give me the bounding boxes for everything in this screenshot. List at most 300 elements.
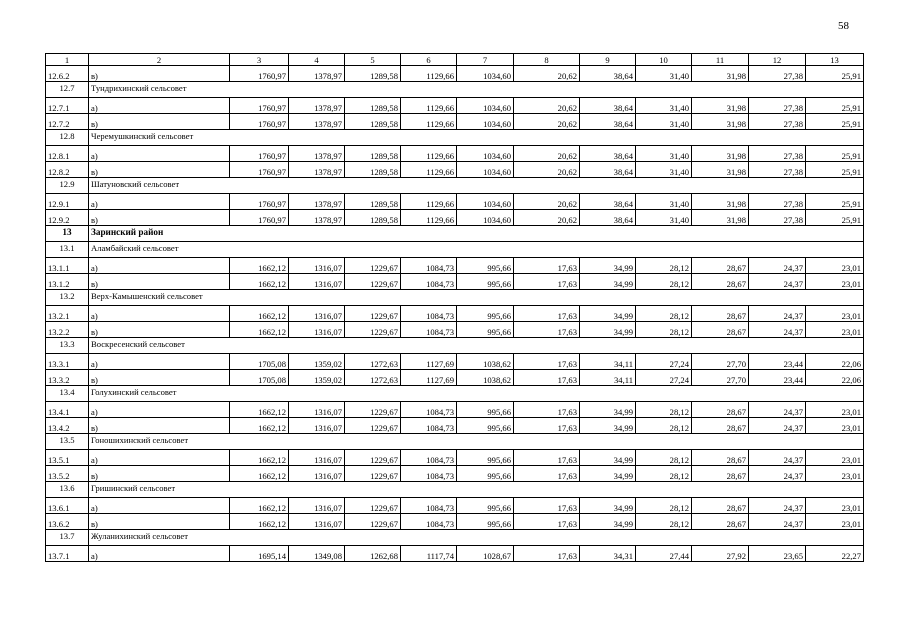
cell-col-11: 31,98	[692, 194, 749, 210]
cell-col-5: 1289,58	[345, 194, 401, 210]
cell-col-3: 1705,08	[230, 354, 289, 370]
row-number: 13.3.2	[46, 370, 89, 386]
cell-col-8: 17,63	[514, 258, 580, 274]
cell-col-8: 17,63	[514, 466, 580, 482]
cell-col-6: 1117,74	[401, 546, 457, 562]
cell-col-6: 1129,66	[401, 146, 457, 162]
row-label: а)	[89, 498, 230, 514]
cell-col-11: 28,67	[692, 466, 749, 482]
column-number-row	[46, 54, 864, 66]
row-label: а)	[89, 402, 230, 418]
cell-col-3: 1760,97	[230, 210, 289, 226]
cell-col-8: 20,62	[514, 146, 580, 162]
cell-col-6: 1084,73	[401, 322, 457, 338]
cell-col-10: 31,40	[636, 66, 692, 82]
cell-col-4: 1316,07	[289, 466, 345, 482]
cell-col-11: 28,67	[692, 402, 749, 418]
cell-col-6: 1084,73	[401, 258, 457, 274]
cell-col-5: 1272,63	[345, 354, 401, 370]
cell-col-6: 1129,66	[401, 66, 457, 82]
cell-col-13: 22,06	[806, 354, 864, 370]
row-number: 13.1.1	[46, 258, 89, 274]
cell-col-4: 1316,07	[289, 402, 345, 418]
cell-col-5: 1289,58	[345, 146, 401, 162]
cell-col-12: 27,38	[749, 162, 806, 178]
cell-col-5: 1289,58	[345, 114, 401, 130]
cell-col-5: 1229,67	[345, 498, 401, 514]
row-number: 12.8.2	[46, 162, 89, 178]
cell-col-3: 1760,97	[230, 162, 289, 178]
row-number: 13.2.2	[46, 322, 89, 338]
row-label: в)	[89, 514, 230, 530]
cell-col-11: 28,67	[692, 514, 749, 530]
cell-col-3: 1662,12	[230, 466, 289, 482]
cell-col-8: 17,63	[514, 450, 580, 466]
cell-col-12: 24,37	[749, 450, 806, 466]
cell-col-7: 995,66	[457, 258, 514, 274]
cell-col-8: 17,63	[514, 274, 580, 290]
cell-col-3: 1662,12	[230, 402, 289, 418]
cell-col-3: 1760,97	[230, 146, 289, 162]
column-header-3: 3	[230, 54, 289, 66]
cell-col-13: 23,01	[806, 514, 864, 530]
cell-col-9: 34,99	[580, 450, 636, 466]
table-row	[46, 466, 864, 482]
cell-col-5: 1229,67	[345, 402, 401, 418]
cell-col-8: 17,63	[514, 418, 580, 434]
cell-col-8: 17,63	[514, 402, 580, 418]
section-title: Воскресенский сельсовет	[89, 338, 864, 354]
row-number: 13.4.1	[46, 402, 89, 418]
cell-col-5: 1289,58	[345, 66, 401, 82]
cell-col-6: 1084,73	[401, 466, 457, 482]
cell-col-3: 1760,97	[230, 194, 289, 210]
cell-col-6: 1084,73	[401, 306, 457, 322]
table-row	[46, 306, 864, 322]
row-number: 13.4.2	[46, 418, 89, 434]
cell-col-12: 24,37	[749, 514, 806, 530]
section-row	[46, 530, 864, 546]
cell-col-11: 31,98	[692, 210, 749, 226]
cell-col-4: 1316,07	[289, 258, 345, 274]
cell-col-11: 31,98	[692, 98, 749, 114]
cell-col-9: 34,11	[580, 370, 636, 386]
cell-col-11: 31,98	[692, 66, 749, 82]
cell-col-6: 1129,66	[401, 194, 457, 210]
row-label: в)	[89, 114, 230, 130]
cell-col-6: 1084,73	[401, 450, 457, 466]
cell-col-11: 28,67	[692, 450, 749, 466]
table-row	[46, 258, 864, 274]
cell-col-8: 17,63	[514, 306, 580, 322]
cell-col-9: 38,64	[580, 146, 636, 162]
row-label: в)	[89, 274, 230, 290]
cell-col-13: 23,01	[806, 306, 864, 322]
cell-col-9: 34,99	[580, 466, 636, 482]
cell-col-13: 23,01	[806, 466, 864, 482]
cell-col-12: 27,38	[749, 194, 806, 210]
cell-col-9: 38,64	[580, 66, 636, 82]
row-number: 13.2	[46, 290, 89, 306]
row-label: в)	[89, 162, 230, 178]
table-row	[46, 210, 864, 226]
cell-col-10: 31,40	[636, 194, 692, 210]
row-number: 13.6	[46, 482, 89, 498]
section-title: Заринский район	[89, 226, 864, 242]
section-title: Гришинский сельсовет	[89, 482, 864, 498]
section-row	[46, 178, 864, 194]
row-number: 12.7.1	[46, 98, 89, 114]
cell-col-9: 38,64	[580, 114, 636, 130]
cell-col-5: 1289,58	[345, 98, 401, 114]
cell-col-4: 1316,07	[289, 306, 345, 322]
row-number: 12.9	[46, 178, 89, 194]
cell-col-12: 24,37	[749, 418, 806, 434]
cell-col-10: 28,12	[636, 322, 692, 338]
cell-col-11: 28,67	[692, 306, 749, 322]
cell-col-10: 27,24	[636, 354, 692, 370]
cell-col-10: 28,12	[636, 274, 692, 290]
cell-col-4: 1316,07	[289, 450, 345, 466]
cell-col-10: 27,24	[636, 370, 692, 386]
cell-col-12: 23,44	[749, 354, 806, 370]
cell-col-5: 1289,58	[345, 162, 401, 178]
cell-col-5: 1229,67	[345, 258, 401, 274]
row-label: а)	[89, 546, 230, 562]
row-label: а)	[89, 194, 230, 210]
column-header-9: 9	[580, 54, 636, 66]
cell-col-12: 24,37	[749, 466, 806, 482]
table-row	[46, 194, 864, 210]
cell-col-3: 1760,97	[230, 66, 289, 82]
cell-col-13: 23,01	[806, 402, 864, 418]
table-body	[46, 66, 864, 562]
column-header-6: 6	[401, 54, 457, 66]
cell-col-13: 22,27	[806, 546, 864, 562]
cell-col-13: 23,01	[806, 322, 864, 338]
cell-col-7: 995,66	[457, 402, 514, 418]
cell-col-4: 1378,97	[289, 98, 345, 114]
section-row	[46, 482, 864, 498]
cell-col-6: 1084,73	[401, 274, 457, 290]
column-header-11: 11	[692, 54, 749, 66]
row-label: а)	[89, 258, 230, 274]
cell-col-8: 20,62	[514, 162, 580, 178]
row-label: в)	[89, 466, 230, 482]
cell-col-4: 1316,07	[289, 498, 345, 514]
cell-col-6: 1084,73	[401, 418, 457, 434]
table-row	[46, 370, 864, 386]
cell-col-8: 20,62	[514, 210, 580, 226]
cell-col-9: 34,99	[580, 274, 636, 290]
cell-col-7: 1034,60	[457, 194, 514, 210]
cell-col-6: 1084,73	[401, 402, 457, 418]
cell-col-7: 1034,60	[457, 114, 514, 130]
row-label: а)	[89, 98, 230, 114]
column-header-1: 1	[46, 54, 89, 66]
cell-col-3: 1662,12	[230, 258, 289, 274]
cell-col-10: 27,44	[636, 546, 692, 562]
cell-col-12: 24,37	[749, 306, 806, 322]
cell-col-5: 1229,67	[345, 450, 401, 466]
cell-col-7: 995,66	[457, 514, 514, 530]
cell-col-3: 1760,97	[230, 98, 289, 114]
cell-col-4: 1378,97	[289, 210, 345, 226]
cell-col-3: 1662,12	[230, 322, 289, 338]
cell-col-9: 38,64	[580, 210, 636, 226]
cell-col-5: 1272,63	[345, 370, 401, 386]
column-header-13: 13	[806, 54, 864, 66]
cell-col-11: 31,98	[692, 162, 749, 178]
row-label: в)	[89, 66, 230, 82]
cell-col-4: 1378,97	[289, 114, 345, 130]
row-number: 12.6.2	[46, 66, 89, 82]
table-row	[46, 546, 864, 562]
section-row	[46, 82, 864, 98]
cell-col-9: 34,99	[580, 258, 636, 274]
section-row	[46, 242, 864, 258]
cell-col-13: 25,91	[806, 162, 864, 178]
cell-col-11: 27,70	[692, 370, 749, 386]
cell-col-10: 28,12	[636, 498, 692, 514]
cell-col-9: 34,99	[580, 514, 636, 530]
cell-col-7: 1038,62	[457, 354, 514, 370]
cell-col-7: 1034,60	[457, 66, 514, 82]
table-row	[46, 66, 864, 82]
cell-col-12: 27,38	[749, 66, 806, 82]
table-row	[46, 402, 864, 418]
cell-col-10: 31,40	[636, 146, 692, 162]
row-number: 12.9.2	[46, 210, 89, 226]
cell-col-7: 995,66	[457, 466, 514, 482]
cell-col-12: 24,37	[749, 274, 806, 290]
cell-col-12: 24,37	[749, 402, 806, 418]
section-title: Верх-Камышенский сельсовет	[89, 290, 864, 306]
cell-col-3: 1662,12	[230, 450, 289, 466]
row-number: 13.7	[46, 530, 89, 546]
cell-col-5: 1229,67	[345, 514, 401, 530]
cell-col-6: 1129,66	[401, 162, 457, 178]
column-header-10: 10	[636, 54, 692, 66]
row-number: 12.7.2	[46, 114, 89, 130]
cell-col-3: 1662,12	[230, 418, 289, 434]
column-header-12: 12	[749, 54, 806, 66]
cell-col-6: 1129,66	[401, 210, 457, 226]
cell-col-6: 1084,73	[401, 498, 457, 514]
row-number: 13.6.1	[46, 498, 89, 514]
cell-col-11: 27,92	[692, 546, 749, 562]
cell-col-5: 1229,67	[345, 306, 401, 322]
cell-col-9: 38,64	[580, 194, 636, 210]
cell-col-13: 25,91	[806, 114, 864, 130]
cell-col-13: 23,01	[806, 418, 864, 434]
cell-col-10: 31,40	[636, 114, 692, 130]
cell-col-5: 1289,58	[345, 210, 401, 226]
table-row	[46, 114, 864, 130]
cell-col-8: 17,63	[514, 322, 580, 338]
column-header-5: 5	[345, 54, 401, 66]
cell-col-8: 20,62	[514, 194, 580, 210]
column-header-4: 4	[289, 54, 345, 66]
cell-col-3: 1695,14	[230, 546, 289, 562]
table-row	[46, 146, 864, 162]
cell-col-12: 27,38	[749, 114, 806, 130]
cell-col-7: 1034,60	[457, 210, 514, 226]
cell-col-13: 23,01	[806, 450, 864, 466]
row-number: 13	[46, 226, 89, 242]
column-header-8: 8	[514, 54, 580, 66]
row-label: а)	[89, 146, 230, 162]
cell-col-11: 28,67	[692, 322, 749, 338]
cell-col-8: 20,62	[514, 98, 580, 114]
cell-col-12: 24,37	[749, 498, 806, 514]
cell-col-7: 995,66	[457, 498, 514, 514]
cell-col-4: 1316,07	[289, 322, 345, 338]
cell-col-5: 1229,67	[345, 322, 401, 338]
cell-col-9: 34,99	[580, 418, 636, 434]
table-row	[46, 354, 864, 370]
section-row	[46, 290, 864, 306]
table-row	[46, 322, 864, 338]
row-number: 12.8.1	[46, 146, 89, 162]
cell-col-10: 28,12	[636, 514, 692, 530]
cell-col-10: 31,40	[636, 162, 692, 178]
cell-col-3: 1662,12	[230, 514, 289, 530]
section-title: Черемушкинский сельсовет	[89, 130, 864, 146]
cell-col-13: 25,91	[806, 210, 864, 226]
cell-col-4: 1316,07	[289, 418, 345, 434]
cell-col-12: 27,38	[749, 146, 806, 162]
cell-col-13: 23,01	[806, 274, 864, 290]
cell-col-9: 34,99	[580, 498, 636, 514]
row-label: в)	[89, 322, 230, 338]
cell-col-3: 1662,12	[230, 498, 289, 514]
cell-col-3: 1705,08	[230, 370, 289, 386]
table-row	[46, 498, 864, 514]
cell-col-11: 31,98	[692, 114, 749, 130]
row-label: в)	[89, 418, 230, 434]
cell-col-7: 995,66	[457, 274, 514, 290]
section-title: Голухинский сельсовет	[89, 386, 864, 402]
cell-col-10: 28,12	[636, 450, 692, 466]
cell-col-9: 34,31	[580, 546, 636, 562]
cell-col-11: 28,67	[692, 258, 749, 274]
table-row	[46, 450, 864, 466]
cell-col-5: 1262,68	[345, 546, 401, 562]
cell-col-3: 1662,12	[230, 274, 289, 290]
cell-col-9: 34,99	[580, 322, 636, 338]
row-label: а)	[89, 450, 230, 466]
cell-col-9: 34,99	[580, 306, 636, 322]
cell-col-8: 17,63	[514, 354, 580, 370]
cell-col-11: 28,67	[692, 418, 749, 434]
cell-col-13: 25,91	[806, 146, 864, 162]
cell-col-5: 1229,67	[345, 418, 401, 434]
cell-col-10: 28,12	[636, 418, 692, 434]
cell-col-11: 31,98	[692, 146, 749, 162]
cell-col-6: 1127,69	[401, 354, 457, 370]
cell-col-6: 1129,66	[401, 98, 457, 114]
row-number: 12.9.1	[46, 194, 89, 210]
cell-col-13: 25,91	[806, 98, 864, 114]
cell-col-12: 27,38	[749, 210, 806, 226]
tariff-table	[45, 53, 864, 562]
cell-col-6: 1127,69	[401, 370, 457, 386]
section-row	[46, 338, 864, 354]
cell-col-13: 25,91	[806, 194, 864, 210]
cell-col-12: 23,44	[749, 370, 806, 386]
row-number: 13.1	[46, 242, 89, 258]
cell-col-7: 995,66	[457, 450, 514, 466]
section-row	[46, 386, 864, 402]
section-row	[46, 130, 864, 146]
cell-col-4: 1316,07	[289, 274, 345, 290]
page-number: 58	[838, 20, 849, 32]
cell-col-5: 1229,67	[345, 274, 401, 290]
cell-col-5: 1229,67	[345, 466, 401, 482]
cell-col-9: 38,64	[580, 162, 636, 178]
row-number: 13.4	[46, 386, 89, 402]
cell-col-11: 28,67	[692, 274, 749, 290]
cell-col-3: 1662,12	[230, 306, 289, 322]
section-row	[46, 434, 864, 450]
cell-col-4: 1378,97	[289, 66, 345, 82]
cell-col-10: 28,12	[636, 466, 692, 482]
cell-col-4: 1378,97	[289, 194, 345, 210]
row-number: 13.7.1	[46, 546, 89, 562]
cell-col-7: 1038,62	[457, 370, 514, 386]
cell-col-7: 995,66	[457, 306, 514, 322]
section-row	[46, 226, 864, 242]
table-row	[46, 98, 864, 114]
row-number: 13.5.1	[46, 450, 89, 466]
cell-col-4: 1378,97	[289, 162, 345, 178]
section-title: Шатуновский сельсовет	[89, 178, 864, 194]
row-number: 13.5	[46, 434, 89, 450]
row-label: а)	[89, 354, 230, 370]
cell-col-4: 1378,97	[289, 146, 345, 162]
section-title: Аламбайский сельсовет	[89, 242, 864, 258]
row-label: а)	[89, 306, 230, 322]
cell-col-11: 27,70	[692, 354, 749, 370]
cell-col-13: 23,01	[806, 498, 864, 514]
cell-col-11: 28,67	[692, 498, 749, 514]
cell-col-3: 1760,97	[230, 114, 289, 130]
cell-col-10: 28,12	[636, 258, 692, 274]
cell-col-7: 1028,67	[457, 546, 514, 562]
cell-col-7: 1034,60	[457, 98, 514, 114]
cell-col-7: 1034,60	[457, 162, 514, 178]
table-row	[46, 514, 864, 530]
cell-col-4: 1359,02	[289, 354, 345, 370]
section-title: Тундрихинский сельсовет	[89, 82, 864, 98]
cell-col-9: 34,11	[580, 354, 636, 370]
cell-col-4: 1359,02	[289, 370, 345, 386]
row-label: в)	[89, 370, 230, 386]
row-number: 13.3.1	[46, 354, 89, 370]
cell-col-4: 1349,08	[289, 546, 345, 562]
cell-col-7: 995,66	[457, 322, 514, 338]
cell-col-10: 28,12	[636, 306, 692, 322]
table-row	[46, 162, 864, 178]
cell-col-9: 38,64	[580, 98, 636, 114]
cell-col-7: 995,66	[457, 418, 514, 434]
row-number: 13.2.1	[46, 306, 89, 322]
cell-col-10: 28,12	[636, 402, 692, 418]
cell-col-12: 27,38	[749, 98, 806, 114]
cell-col-8: 17,63	[514, 370, 580, 386]
cell-col-8: 17,63	[514, 546, 580, 562]
